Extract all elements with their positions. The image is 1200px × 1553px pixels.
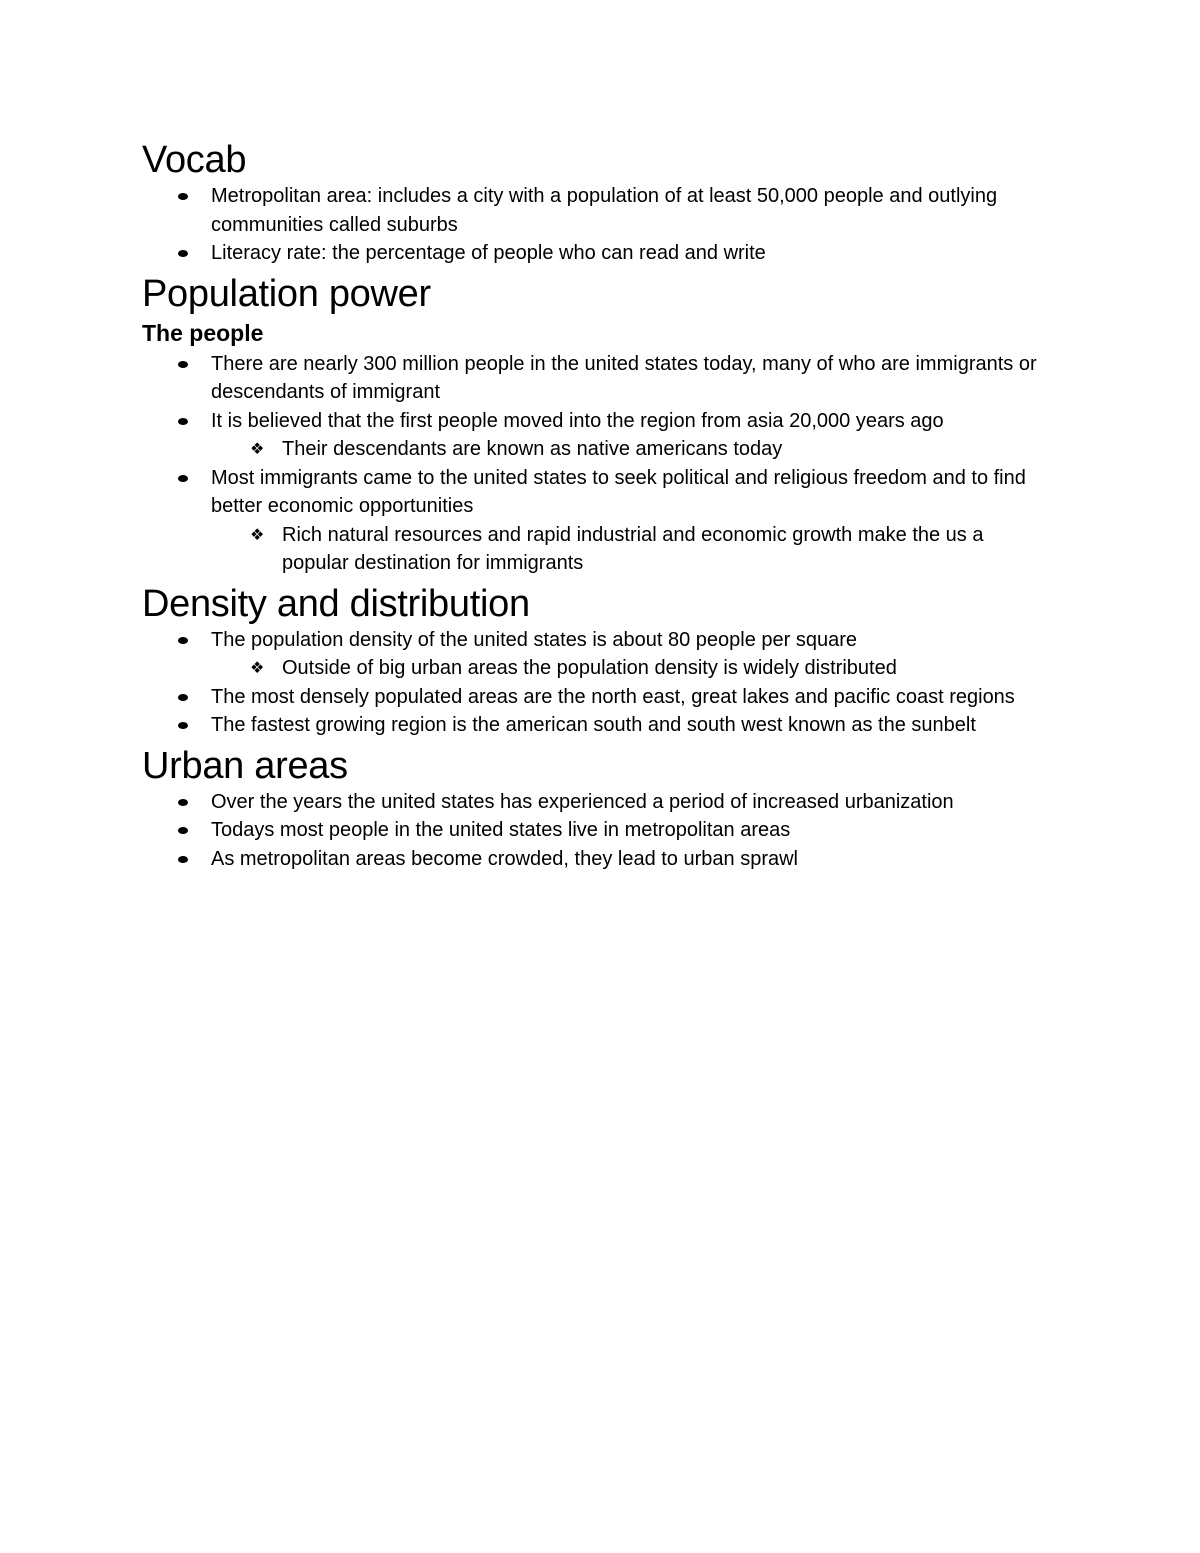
bullet-icon bbox=[178, 250, 188, 257]
population-list bbox=[142, 350, 1062, 578]
heading-population-power: Population power bbox=[142, 272, 431, 315]
list-item-text: The fastest growing region is the american south and south west known as the sunbelt bbox=[211, 714, 976, 736]
list-item-text: It is believed that the first people moved into the region from asia 20,000 years ago bbox=[211, 409, 944, 432]
heading-urban-areas: Urban areas bbox=[142, 744, 348, 787]
density-list bbox=[142, 626, 1062, 740]
list-item-text: The population density of the united states is about 80 people per square bbox=[211, 628, 858, 651]
bullet-icon bbox=[178, 722, 188, 729]
bullet-icon bbox=[178, 361, 188, 368]
vocab-list bbox=[142, 182, 1062, 268]
document-page bbox=[142, 138, 1062, 877]
urban-list bbox=[142, 788, 1062, 874]
list-item bbox=[142, 788, 1062, 817]
list-item-text: As metropolitan areas become crowded, they lead to urban sprawl bbox=[211, 847, 798, 870]
bullet-icon bbox=[178, 418, 188, 425]
bullet-icon bbox=[178, 637, 188, 644]
list-item-text: Todays most people in the united states live in metropolitan areas bbox=[211, 819, 791, 841]
list-item bbox=[142, 239, 1062, 268]
diamond-bullet-icon: ❖ bbox=[250, 524, 265, 544]
list-item-text: Most immigrants came to the united states to seek political and religious freedom and to find better economic opportunities bbox=[211, 466, 1026, 517]
bullet-icon bbox=[178, 856, 188, 863]
sub-list-item bbox=[142, 435, 1062, 464]
bullet-icon bbox=[178, 193, 188, 200]
heading-density-distribution: Density and distribution bbox=[142, 582, 530, 625]
list-item bbox=[142, 182, 1062, 239]
list-item bbox=[142, 626, 1062, 655]
list-item-text: Literacy rate: the percentage of people who can read and write bbox=[211, 242, 766, 264]
list-item bbox=[142, 683, 1062, 712]
sub-list-item bbox=[142, 521, 1062, 578]
bullet-icon bbox=[178, 694, 188, 701]
list-item bbox=[142, 845, 1062, 874]
sub-list-item-text: Their descendants are known as native americans today bbox=[282, 438, 783, 460]
list-item bbox=[142, 711, 1062, 740]
subheading-the-people: The people bbox=[142, 319, 264, 346]
diamond-bullet-icon: ❖ bbox=[250, 439, 265, 458]
sub-list-item bbox=[142, 654, 1062, 683]
bullet-icon bbox=[178, 827, 188, 834]
list-item-text: Metropolitan area: includes a city with a population of at least 50,000 people and outlying communities called suburbs bbox=[211, 185, 998, 236]
list-item bbox=[142, 464, 1062, 521]
bullet-icon bbox=[178, 475, 188, 482]
list-item bbox=[142, 816, 1062, 845]
list-item bbox=[142, 350, 1062, 407]
list-item-text: The most densely populated areas are the north east, great lakes and pacific coast regions bbox=[211, 685, 1015, 708]
sub-list-item-text: Outside of big urban areas the population density is widely distributed bbox=[282, 657, 897, 679]
heading-vocab: Vocab bbox=[142, 139, 247, 181]
list-item-text: Over the years the united states has experienced a period of increased urbanization bbox=[211, 790, 954, 813]
sub-list-item-text: Rich natural resources and rapid industrial and economic growth make the us a popular destination for immigrants bbox=[282, 523, 984, 574]
diamond-bullet-icon: ❖ bbox=[250, 658, 265, 677]
list-item bbox=[142, 407, 1062, 436]
bullet-icon bbox=[178, 799, 188, 806]
list-item-text: There are nearly 300 million people in the united states today, many of who are immigrants or descendants of immigrant bbox=[211, 352, 1037, 403]
